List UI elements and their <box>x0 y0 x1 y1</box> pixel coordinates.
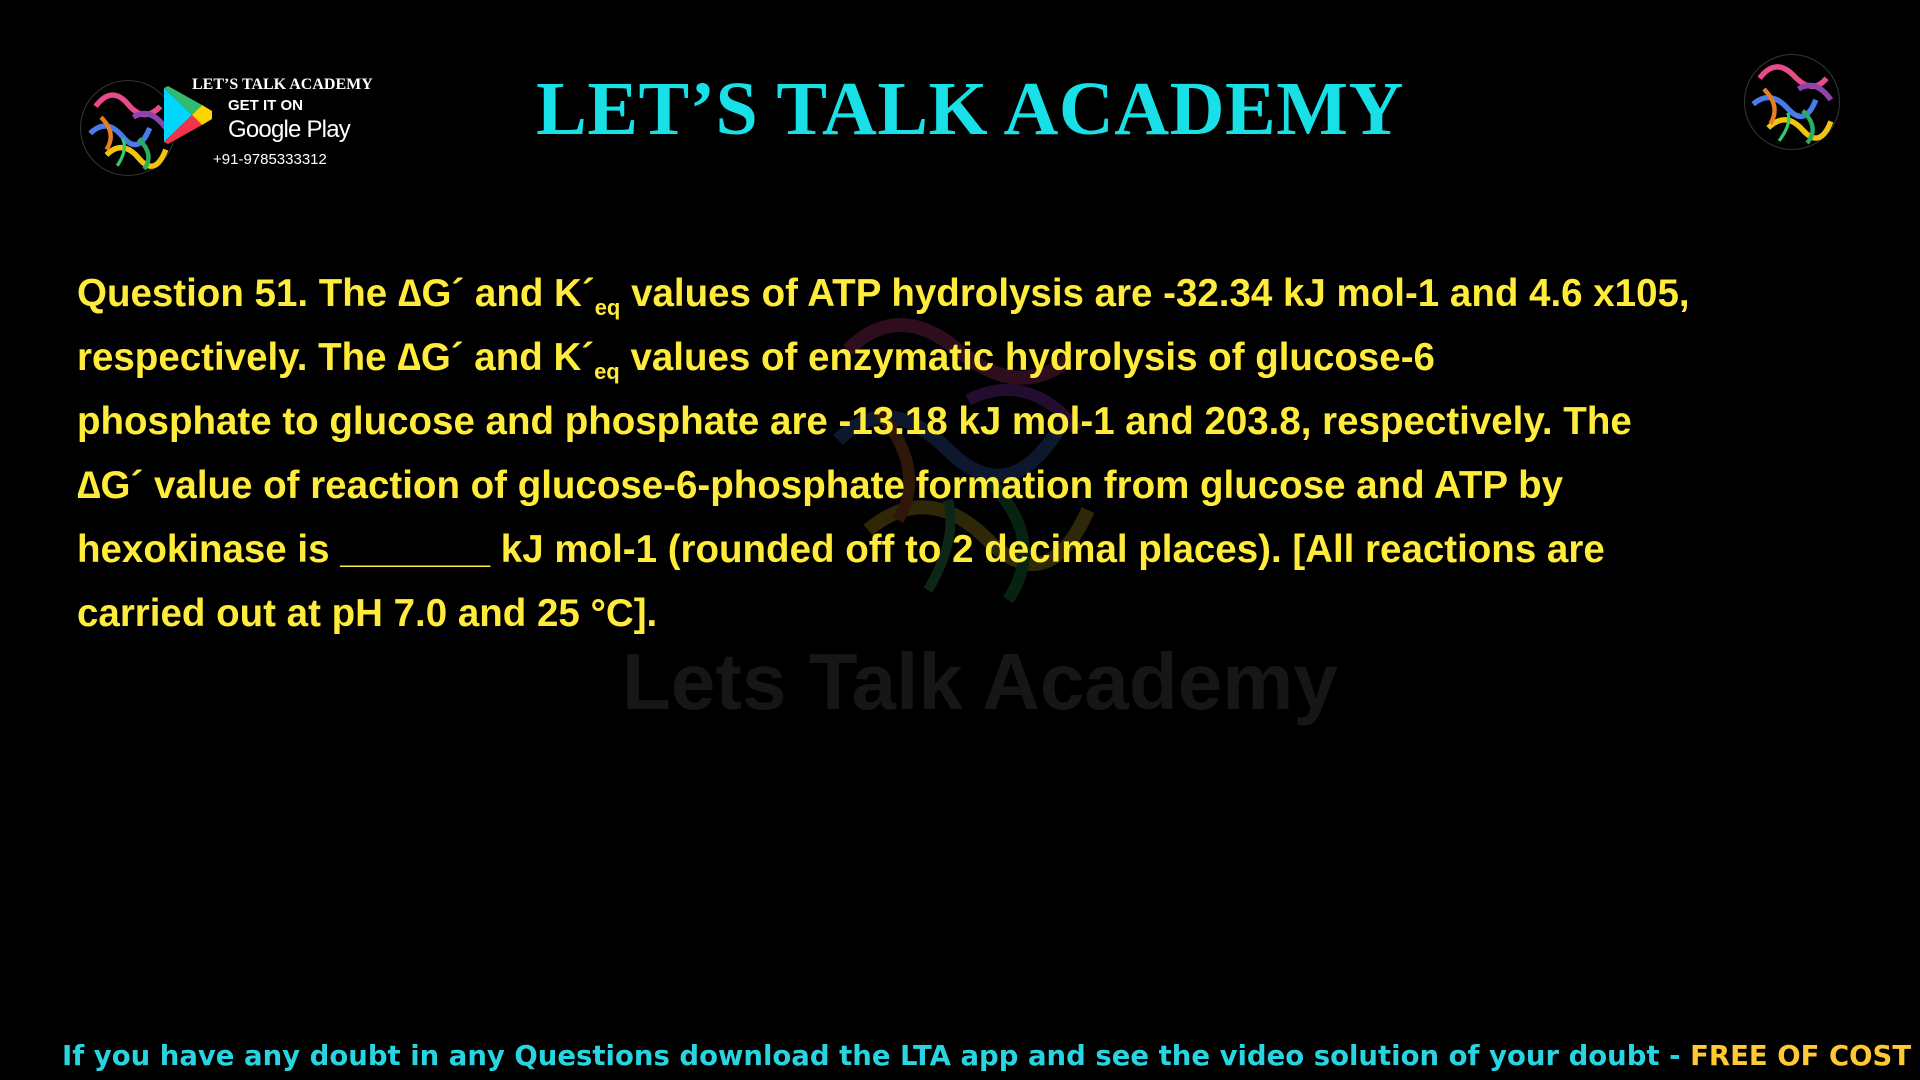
question-line-4: ∆G´ value of reaction of glucose-6-phosphate formation from glucose and ATP by <box>77 464 1564 507</box>
footer-message: If you have any doubt in any Questions download the LTA app and see the video solution of your doubt - <box>62 1040 1691 1072</box>
academy-title: LET’S TALK ACADEMY <box>536 67 1404 151</box>
get-it-on-label: GET IT ON <box>228 97 303 114</box>
question-line-2: respectively. The ∆G´ and $K´_{eq}$ values of enzymatic hydrolysis of glucose-6 <box>77 336 1435 384</box>
footer-banner <box>62 1040 1911 1072</box>
question-line-5: hexokinase is _______ kJ mol-1 (rounded off to 2 decimal places). [All reactions are <box>77 528 1605 571</box>
question-text <box>77 262 1877 646</box>
google-play-label: Google Play <box>228 116 350 143</box>
watermark-text: Lets Talk Academy <box>622 637 1338 726</box>
lta-logo-right <box>1738 48 1846 156</box>
phone-number: +91-9785333312 <box>213 151 327 168</box>
footer-free-label: FREE OF COST <box>1690 1040 1912 1072</box>
question-line-1: Question 51. The ∆G´ and $K´_{eq}$ values of ATP hydrolysis are -32.34 kJ mol-1 and 4.6 x105, <box>77 272 1690 320</box>
question-line-6: carried out at pH 7.0 and 25 °C]. <box>77 592 658 635</box>
badge-brand-name: LET’S TALK ACADEMY <box>192 76 373 93</box>
molecular-ribbon-logo-icon <box>1738 48 1846 156</box>
question-line-3: phosphate to glucose and phosphate are -13.18 kJ mol-1 and 203.8, respectively. The <box>77 400 1632 443</box>
